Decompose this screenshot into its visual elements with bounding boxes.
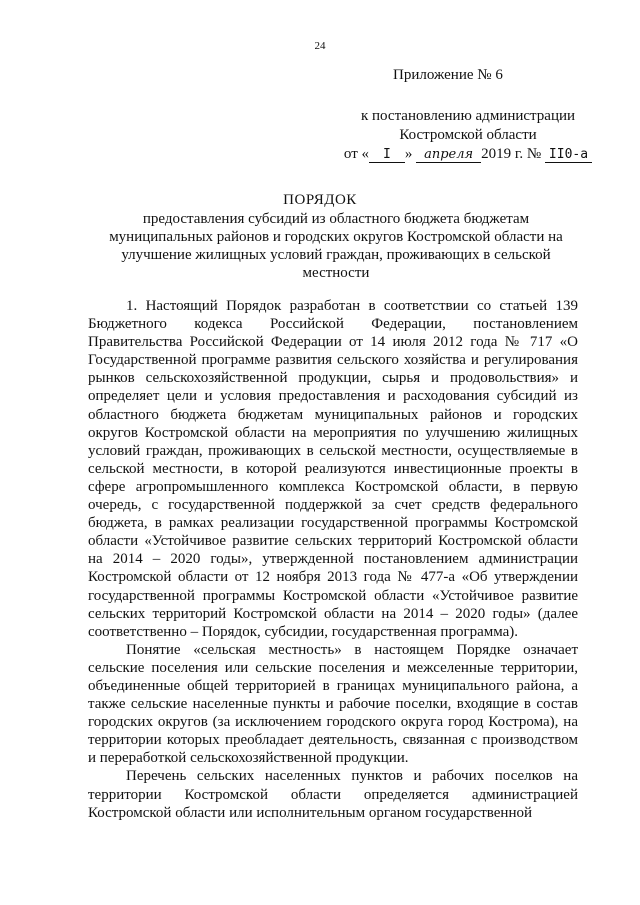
resolution-date-line — [320, 145, 616, 164]
date-day: I — [369, 147, 405, 163]
date-mid: » — [404, 146, 413, 162]
paragraph-2: Понятие «сельская местность» в настоящем Порядке означает сельские поселения или сельские поселения и межселенные территории, объединенные общей территорией в границах муниципального района, а также сельские населенные пункты и рабочие поселки, входящие в состав городских округов (за исключением городского округа город Кострома), на территории которых преобладает деятельность, связанная с производством и переработкой сельскохозяйственной продукции. — [88, 641, 578, 767]
date-month: апреля — [416, 147, 481, 163]
resolution-line-2: Костромской области — [399, 127, 537, 143]
document-body — [88, 297, 578, 822]
resolution-number: II0-а — [545, 147, 592, 163]
page-number: 24 — [314, 40, 326, 52]
document-subtitle: предоставления субсидий из областного бюджета бюджетам муниципальных районов и городских округов Костромской области на улучшение жилищных условий граждан, проживающих в сельской местности — [109, 211, 563, 281]
resolution-reference — [320, 107, 616, 164]
date-prefix: от « — [343, 146, 370, 162]
date-year: 2019 г. № — [481, 146, 542, 162]
document-title: ПОРЯДОК — [283, 192, 357, 208]
paragraph-1: 1. Настоящий Порядок разработан в соответствии со статьей 139 Бюджетного кодекса Российской Федерации, постановлением Правительства Российской Федерации от 14 июля 2012 года № 717 «О Государственной программе развития сельского хозяйства и регулирования рынков сельскохозяйственной продукции, сырья и продовольствия» и определяет цели и условия предоставления и расходования субсидий из областного бюджета бюджетам муниципальных районов и городских округов Костромской области на мероприятия по улучшению жилищных условий граждан, проживающих в сельской местности, осуществляемые в сельской местности, в которой реализуются инвестиционные проекты в сфере агропромышленного комплекса Костромской области, в первую очередь, с государственной поддержкой за счет средств федерального бюджета, в рамках реализации государственной программы Костромской области «Устойчивое развитие сельских территорий Костромской области на 2014 – 2020 годы», утвержденной постановлением администрации Костромской области от 12 ноября 2013 года № 477-а «Об утверждении государственной программы Костромской области «Устойчивое развитие сельских территорий Костромской области на 2014 – 2020 годы» (далее соответственно – Порядок, субсидии, государственная программа). — [88, 298, 578, 640]
annex-title: Приложение № 6 — [393, 67, 503, 83]
paragraph-3: Перечень сельских населенных пунктов и рабочих поселков на территории Костромской области определяется администрацией Костромской области или исполнительным органом государственной — [88, 768, 578, 821]
resolution-line-1: к постановлению администрации — [360, 108, 576, 124]
